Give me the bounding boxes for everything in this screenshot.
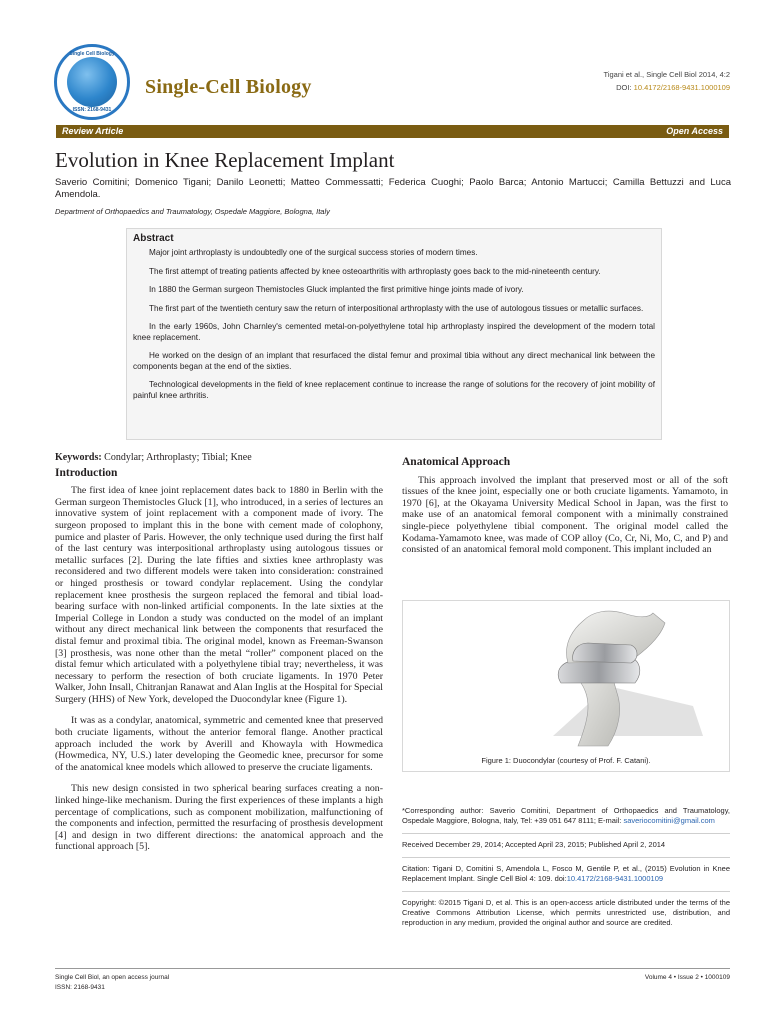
figure-caption: Figure 1: Duocondylar (courtesy of Prof. F. Catani).: [481, 756, 651, 765]
correspondence-block: [402, 806, 730, 928]
duocondylar-implant-image: [403, 601, 731, 751]
abstract-paragraph: He worked on the design of an implant that resurfaced the distal femur and proximal tibia without any direct mechanical link between the components began at the end of the sixties.: [133, 351, 655, 371]
doi-link[interactable]: 10.4172/2168-9431.1000109: [633, 83, 730, 92]
email-link[interactable]: saveriocomitini@gmail.com: [623, 816, 715, 825]
article-type-banner: [56, 125, 729, 138]
abstract-paragraph: The first attempt of treating patients affected by knee osteoarthritis with arthroplasty goes back to the mid-nineteenth century.: [149, 266, 601, 276]
doi-line: [604, 81, 730, 94]
footer-volume-line: Volume 4 • Issue 2 • 1000109: [644, 974, 730, 981]
page-footer: [55, 968, 730, 993]
abstract-paragraph: In the early 1960s, John Charnley's cemented metal-on-polyethylene total hip arthroplasty inspired the development of the modern total knee replacement.: [133, 322, 655, 342]
header-citation: [604, 68, 730, 94]
citation-block: [402, 864, 730, 892]
logo-ring-text: Single Cell Biology: [69, 51, 115, 57]
figure-1: [402, 600, 730, 772]
dates-line: Received December 29, 2014; Accepted April 23, 2015; Published April 2, 2014: [402, 840, 730, 858]
open-access-label: Open Access: [666, 126, 723, 136]
abstract-heading: Abstract: [133, 233, 174, 244]
keywords: [55, 452, 383, 464]
abstract-paragraph: Technological developments in the field of knee replacement continue to increase the range of solutions for the recovery of joint mobility of painful knee arthritis.: [133, 380, 655, 400]
introduction-heading: Introduction: [55, 466, 118, 479]
journal-name: Single-Cell Biology: [145, 76, 312, 98]
right-column: [402, 457, 728, 566]
left-column: [55, 452, 383, 863]
affiliation: Department of Orthopaedics and Traumatology, Ospedale Maggiore, Bologna, Italy: [55, 207, 330, 216]
footer-journal-line: Single Cell Biol, an open access journal: [55, 974, 170, 981]
footer-issn-line: ISSN: 2168-9431: [55, 984, 105, 991]
abstract-paragraph: In 1880 the German surgeon Themistocles Gluck implanted the first primitive hinge joints made of ivory.: [149, 285, 524, 294]
anatomical-approach-heading: Anatomical Approach: [402, 456, 511, 468]
author-list: Saverio Comitini; Domenico Tigani; Danilo Leonetti; Matteo Commessatti; Federica Cuoghi; Paolo Barca; Antonio Martucci; Camilla Bettuzzi and Luca Amendola.: [55, 177, 731, 200]
body-paragraph: This new design consisted in two spherical bearing surfaces creating a non- linked hinge-like mechanism. During the first experiences of these implants a high percentage of complications, such as component mobilization, malfunctioning of the components and infection, permitted the resurfacing of prosthesis development [4] and design in two different directions: the anatomical approach and the functional approach [5].: [55, 783, 383, 853]
corresponding-author-text: *Corresponding author: Saverio Comitini, Department of Orthopaedics and Traumatology, Ospedale Maggiore, Bologna, Italy, Tel: +39 051 647 8111; E-mail:: [402, 806, 730, 825]
abstract-paragraph: The first part of the twentieth century saw the return of interpositional arthroplasty with the use of autologous tissues or metallic surfaces.: [149, 303, 644, 313]
abstract-box: [126, 228, 662, 440]
keywords-label: Keywords:: [55, 452, 102, 463]
body-paragraph: The first idea of knee joint replacement dates back to 1880 in Berlin with the German surgeon Themistocles Gluck [1], who introduced, in a series of lectures an innovative system of joint replacement with a component made of ivory. The surgeon proposed to implant this in the bone with cement made of colophony, pumice and plaster of Paris. However, the only technique used during the first half of the last century was interpositional arthroplasty using autologous tissues or metallic surfaces [2]. During the late fifties and sixties knee arthroplasty was reconsidered and two different models were taken into consideration: constrained or hinged prosthesis or toward condylar replacement. Using the condylar replacement knee prosthesis the surgeon replaced the femoral and tibial load-bearing surface with non-linked artificial components. In the late sixties at the Imperial College in London a study was conducted on the model of an implant without any direct mechanical link between the components that resurfaced the distal femur and proximal tibia. The original model, known as Freeman-Swanson [3] prosthesis, was none other than the metal “roller” component placed on the distal femur which articulated with a polyethylene tibial tray; nevertheless, it was necessary to perform the resection of both cruciate ligaments. In 1970 Peter Walker, John Insall, Chitranjan Ranawat and Alan Inglis at the Hospital for Special Surgery (HHS) of New York, developed the Duocondylar knee (Figure 1).: [55, 485, 383, 705]
logo-issn: ISSN: 2168-9431: [72, 107, 112, 113]
keywords-text: Condylar; Arthroplasty; Tibial; Knee: [101, 452, 252, 463]
doi-label: DOI:: [616, 83, 634, 92]
logo-globe-icon: [67, 57, 117, 107]
article-title: Evolution in Knee Replacement Implant: [55, 148, 395, 172]
copyright-notice: Copyright: ©2015 Tigani D, et al. This is an open-access article distributed under the terms of the Creative Commons Attribution License, which permits unrestricted use, distribution, and reproduction in any medium, provided the original author and source are credited.: [402, 898, 730, 927]
page-header: [0, 0, 768, 120]
corresponding-author: [402, 806, 730, 834]
body-paragraph: It was as a condylar, anatomical, symmetric and cemented knee that preserved both cruciate ligaments, without the anterior femoral flange. Another practical approach included the work by Averill and Khowayla with Howmedica (Howmedica, NY, U.S.) later developing the Geomedic knee, precursor for some of the anatomical knee models which allowed to preserve the cruciate ligaments.: [55, 715, 383, 773]
citation-doi-link[interactable]: 10.4172/2168-9431.1000109: [566, 874, 664, 883]
abstract-paragraph: Major joint arthroplasty is undoubtedly one of the surgical success stories of modern times.: [149, 248, 478, 257]
journal-logo: [54, 44, 130, 120]
citation-line: Tigani et al., Single Cell Biol 2014, 4:2: [603, 70, 730, 79]
article-type-label: Review Article: [62, 126, 124, 136]
citation-text: Citation: Tigani D, Comitini S, Amendola L, Fosco M, Gentile P, et al., (2015) Evolution in Knee Replacement Implant. Single Cell Biol 4: 109. doi:: [402, 864, 730, 883]
body-paragraph: This approach involved the implant that preserved most or all of the soft tissues of the knee joint, especially one or both cruciate ligaments. Yamamoto, in 1970 [6], at the Okayama University Medical School in Japan, was the first to make use of an anatomical femoral component with a minimally constrained single-piece polyethylene tibial component. The original model called the Kodama-Yamamoto knee, was made of COP alloy (Co, Cr, Ni, Mo, C, and P) and consisted of an anatomical femoral mold component. This implant included an: [402, 474, 728, 556]
